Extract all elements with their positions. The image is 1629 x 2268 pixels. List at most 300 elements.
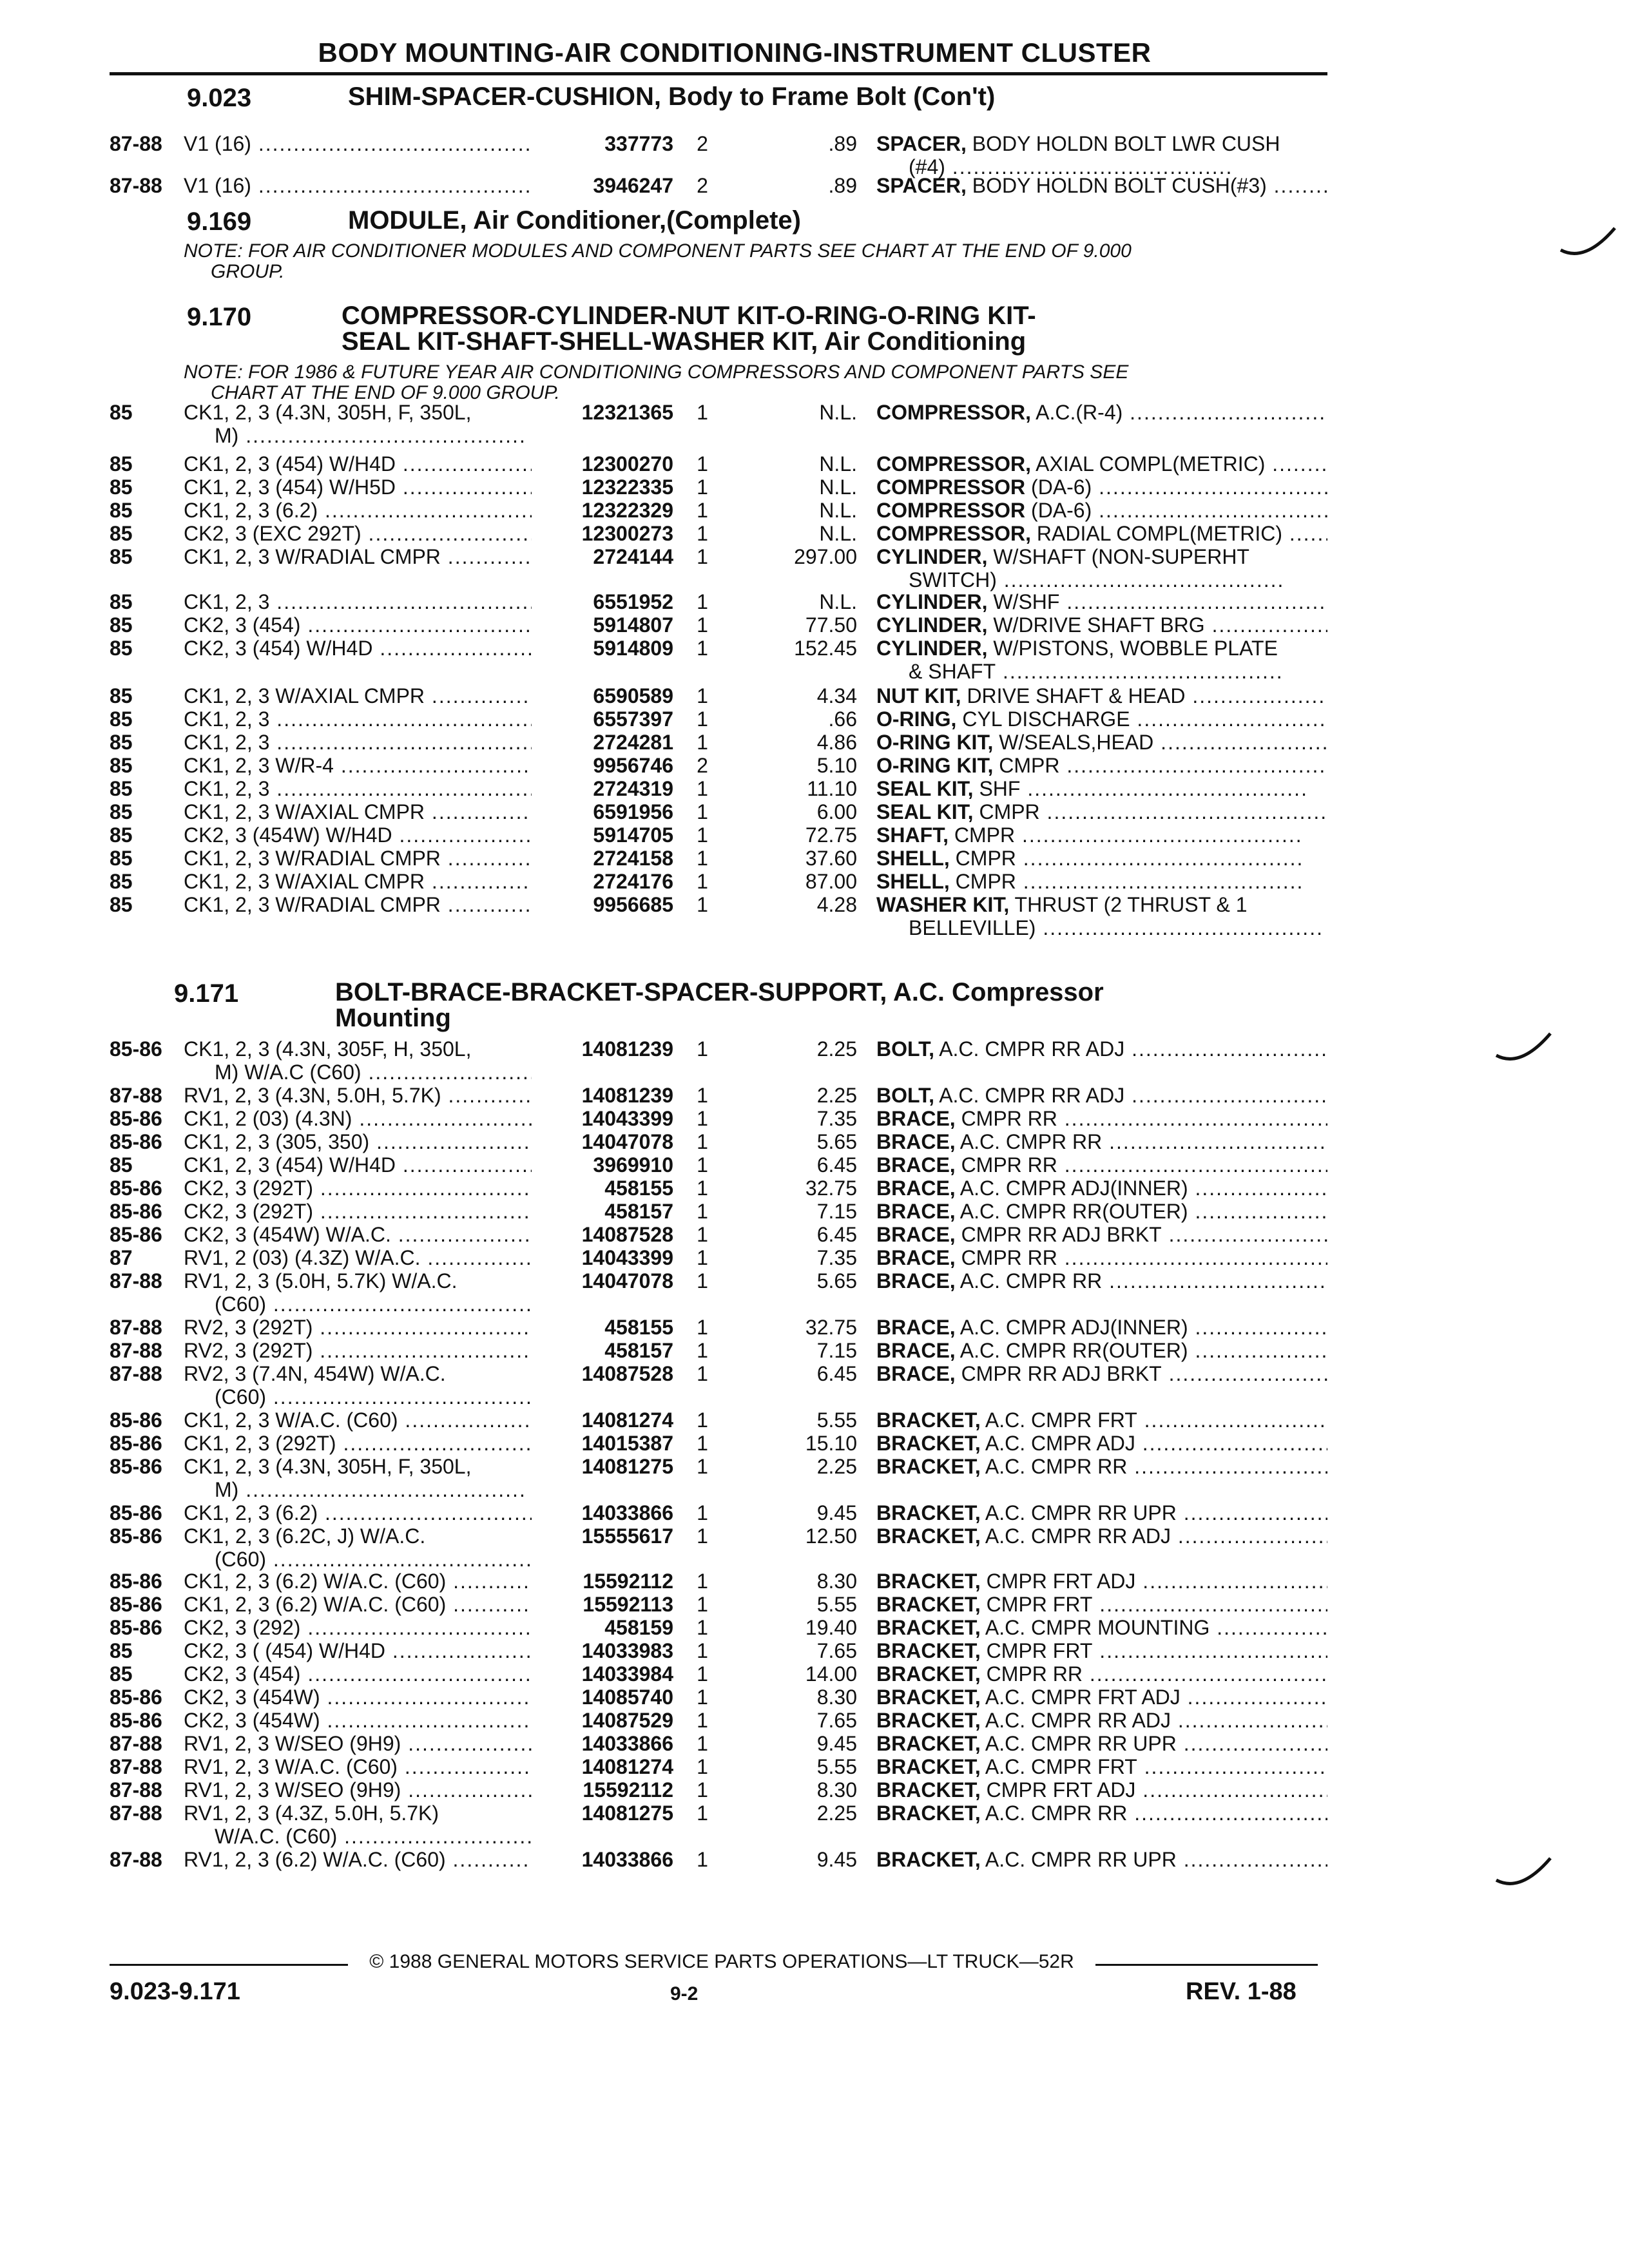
model-text: CK2, 3 (454W) W/A.C. ..... (184, 1223, 532, 1246)
part-description (876, 1524, 1327, 1548)
model-year: 85 (110, 731, 133, 754)
price: N.L. (819, 590, 857, 613)
model-year: 87-88 (110, 1269, 162, 1293)
quantity: 1 (697, 684, 708, 707)
description-text: W/DRIVE SHAFT BRG ..... (987, 613, 1327, 637)
model-text: CK1, 2, 3 (305, 350) ..... (184, 1130, 532, 1153)
part-number: 14047078 (581, 1269, 673, 1293)
model-text: RV1, 2, 3 (4.3N, 5.0H, 5.7K) ..... (184, 1084, 532, 1107)
model-text: CK1, 2, 3 W/RADIAL CMPR ..... (184, 545, 532, 568)
price: N.L. (819, 476, 857, 499)
quantity: 1 (697, 590, 708, 613)
model-text: CK1, 2, 3 ..... (184, 777, 532, 800)
part-description (876, 1084, 1327, 1107)
description-text: THRUST (2 THRUST & 1 (1009, 893, 1248, 916)
model-text: CK1, 2, 3 (6.2) W/A.C. (C60) ..... (184, 1570, 532, 1593)
quantity: 1 (697, 1501, 708, 1524)
model-applicability (184, 754, 532, 777)
model-year: 85 (110, 684, 133, 707)
description-text-line2: SWITCH) ..... (876, 568, 1327, 591)
model-applicability (184, 1362, 532, 1408)
model-year: 85-86 (110, 1107, 162, 1130)
description-text: A.C. CMPR RR ADJ ..... (934, 1037, 1327, 1061)
model-text: CK1, 2, 3 (6.2) ..... (184, 1501, 532, 1524)
price: 9.45 (816, 1848, 857, 1871)
model-applicability (184, 707, 532, 731)
model-text: CK1, 2, 3 ..... (184, 707, 532, 731)
description-keyword: BRACE, (876, 1269, 956, 1293)
part-number: 14087528 (581, 1362, 673, 1385)
part-number: 2724158 (593, 847, 673, 870)
description-text: RADIAL COMPL(METRIC) ..... (1031, 522, 1327, 545)
model-applicability (184, 174, 532, 197)
part-description (876, 777, 1327, 800)
quantity: 1 (697, 1732, 708, 1755)
description-keyword: BRACKET, (876, 1616, 981, 1639)
price: .89 (828, 132, 857, 155)
model-year: 85-86 (110, 1524, 162, 1548)
parts-row (0, 1037, 1629, 1082)
model-year: 85 (110, 1153, 133, 1177)
price: 4.28 (816, 893, 857, 916)
part-description (876, 893, 1327, 939)
quantity: 1 (697, 1639, 708, 1662)
model-applicability (184, 1084, 532, 1107)
model-applicability (184, 1339, 532, 1362)
quantity: 1 (697, 1362, 708, 1385)
description-text: A.C. CMPR RR(OUTER) ..... (956, 1339, 1327, 1362)
model-text: CK2, 3 (454) ..... (184, 613, 532, 637)
price: 8.30 (816, 1570, 857, 1593)
model-text: V1 (16) ..... (184, 132, 532, 155)
model-text: RV1, 2, 3 W/A.C. (C60) ..... (184, 1755, 532, 1778)
description-text: A.C. CMPR ADJ ..... (981, 1432, 1327, 1455)
model-text: CK1, 2, 3 ..... (184, 590, 532, 613)
price: 7.35 (816, 1246, 857, 1269)
model-text: CK2, 3 (454) ..... (184, 1662, 532, 1686)
description-text: A.C. CMPR RR ADJ ..... (981, 1524, 1327, 1548)
part-number: 15592112 (583, 1778, 673, 1802)
description-text: A.C. CMPR MOUNTING ..... (981, 1616, 1327, 1639)
model-year: 85-86 (110, 1709, 162, 1732)
model-applicability (184, 823, 532, 847)
part-description (876, 1177, 1327, 1200)
description-keyword: BOLT, (876, 1084, 935, 1107)
model-text: RV1, 2 (03) (4.3Z) W/A.C. ..... (184, 1246, 532, 1269)
part-description (876, 1037, 1327, 1061)
price: 297.00 (794, 545, 857, 568)
description-text: CMPR FRT ..... (981, 1593, 1327, 1616)
part-number: 14085740 (581, 1686, 673, 1709)
part-number: 2724319 (593, 777, 673, 800)
group-title: SHIM-SPACER-CUSHION, Body to Frame Bolt (Con't) (348, 82, 996, 111)
note (184, 362, 1318, 403)
quantity: 1 (697, 1339, 708, 1362)
description-text: (DA-6) ..... (1025, 476, 1327, 499)
description-text: CMPR FRT ADJ ..... (981, 1570, 1327, 1593)
quantity: 1 (697, 870, 708, 893)
part-number: 14047078 (581, 1130, 673, 1153)
part-description (876, 1153, 1327, 1177)
model-text-line2: (C60) ..... (184, 1385, 532, 1408)
part-description (876, 637, 1327, 683)
note-line: CHART AT THE END OF 9.000 GROUP. (211, 382, 560, 403)
model-applicability (184, 545, 532, 568)
description-text: BODY HOLDN BOLT CUSH(#3) ..... (967, 174, 1327, 197)
price: 6.45 (816, 1362, 857, 1385)
part-description (876, 1662, 1327, 1686)
quantity: 1 (697, 1269, 708, 1293)
price: 2.25 (816, 1802, 857, 1825)
part-number: 458157 (604, 1200, 673, 1223)
check-mark-icon (1559, 226, 1617, 264)
description-text: AXIAL COMPL(METRIC) ..... (1031, 452, 1327, 476)
price: 4.34 (816, 684, 857, 707)
price: 11.10 (807, 777, 857, 800)
description-text: A.C. CMPR RR UPR ..... (981, 1848, 1327, 1871)
description-keyword: BRACE, (876, 1339, 956, 1362)
part-number: 14087529 (581, 1709, 673, 1732)
footer-revision: REV. 1-88 (1186, 1978, 1296, 2005)
group-title-line2: Mounting (335, 1004, 451, 1032)
model-text: CK1, 2, 3 (4.3N, 305H, F, 350L, (184, 1455, 472, 1478)
model-text-line2: (C60) ..... (184, 1293, 532, 1316)
model-applicability (184, 1177, 532, 1200)
description-keyword: SHELL, (876, 870, 950, 893)
model-applicability (184, 613, 532, 637)
price: 5.10 (816, 754, 857, 777)
part-number: 14015387 (581, 1432, 673, 1455)
footer-section-range: 9.023-9.171 (110, 1978, 240, 2005)
model-year: 85 (110, 800, 133, 823)
model-applicability (184, 1107, 532, 1130)
model-year: 87-88 (110, 1339, 162, 1362)
description-keyword: BOLT, (876, 1037, 935, 1061)
model-applicability (184, 1432, 532, 1455)
model-year: 85 (110, 452, 133, 476)
part-description (876, 1432, 1327, 1455)
part-description (876, 1455, 1327, 1478)
part-number: 12300270 (581, 452, 673, 476)
part-description (876, 1709, 1327, 1732)
price: 5.55 (816, 1755, 857, 1778)
description-text: A.C. CMPR RR UPR ..... (981, 1501, 1327, 1524)
description-keyword: CYLINDER, (876, 545, 988, 568)
part-number: 12321365 (581, 401, 673, 424)
description-text: CMPR ..... (950, 847, 1304, 870)
model-applicability (184, 684, 532, 707)
part-number: 14081275 (581, 1455, 673, 1478)
part-description (876, 174, 1327, 197)
description-keyword: SEAL KIT, (876, 777, 974, 800)
quantity: 1 (697, 452, 708, 476)
description-text: A.C. CMPR ADJ(INNER) ..... (956, 1316, 1327, 1339)
parts-row (0, 1848, 1629, 1893)
description-keyword: BRACKET, (876, 1755, 981, 1778)
description-text: W/SEALS,HEAD ..... (993, 731, 1327, 754)
group-number: 9.170 (187, 303, 252, 331)
description-keyword: BRACE, (876, 1223, 956, 1246)
model-applicability (184, 1246, 532, 1269)
price: 14.00 (805, 1662, 857, 1686)
description-text: CMPR ..... (949, 823, 1303, 847)
model-year: 85 (110, 590, 133, 613)
description-keyword: COMPRESSOR (876, 499, 1026, 522)
part-number: 12322335 (581, 476, 673, 499)
model-year: 85 (110, 870, 133, 893)
description-keyword: O-RING KIT, (876, 731, 994, 754)
parts-row (0, 893, 1629, 938)
model-text: RV1, 2, 3 W/SEO (9H9) ..... (184, 1732, 532, 1755)
model-text: RV2, 3 (292T) ..... (184, 1339, 532, 1362)
description-keyword: BRACKET, (876, 1408, 981, 1432)
model-applicability (184, 590, 532, 613)
description-text: CYL DISCHARGE ..... (956, 707, 1327, 731)
quantity: 1 (697, 847, 708, 870)
model-text: CK1, 2, 3 (454) W/H4D ..... (184, 1153, 532, 1177)
part-description (876, 684, 1327, 707)
quantity: 1 (697, 1616, 708, 1639)
part-number: 3969910 (593, 1153, 673, 1177)
model-year: 85 (110, 893, 133, 916)
description-text: DRIVE SHAFT & HEAD ..... (961, 684, 1327, 707)
part-number: 2724176 (593, 870, 673, 893)
group-number: 9.023 (187, 84, 252, 112)
part-description (876, 1316, 1327, 1339)
model-year: 87-88 (110, 1084, 162, 1107)
model-applicability (184, 522, 532, 545)
model-year: 85 (110, 707, 133, 731)
quantity: 1 (697, 1153, 708, 1177)
model-text: CK2, 3 (454W) ..... (184, 1709, 532, 1732)
description-keyword: COMPRESSOR, (876, 522, 1032, 545)
model-year: 87 (110, 1246, 133, 1269)
model-text: CK2, 3 (292) ..... (184, 1616, 532, 1639)
model-text: CK1, 2, 3 W/R-4 ..... (184, 754, 532, 777)
description-keyword: BRACKET, (876, 1686, 981, 1709)
quantity: 1 (697, 1316, 708, 1339)
description-text: A.C. CMPR RR UPR ..... (981, 1732, 1327, 1755)
quantity: 1 (697, 1130, 708, 1153)
part-description (876, 545, 1327, 591)
group-title: BOLT-BRACE-BRACKET-SPACER-SUPPORT, A.C. Compressor (335, 978, 1104, 1006)
model-applicability (184, 1570, 532, 1593)
model-applicability (184, 401, 532, 447)
price: 72.75 (805, 823, 857, 847)
description-text: W/SHAFT (NON-SUPERHT (987, 545, 1249, 568)
model-year: 85 (110, 823, 133, 847)
price: 4.86 (816, 731, 857, 754)
part-description (876, 1755, 1327, 1778)
model-text: CK1, 2, 3 (4.3N, 305H, F, 350L, (184, 401, 472, 424)
quantity: 2 (697, 174, 708, 197)
part-number: 14087528 (581, 1223, 673, 1246)
description-keyword: BRACKET, (876, 1639, 981, 1662)
model-year: 87-88 (110, 1848, 162, 1871)
parts-row (0, 1455, 1629, 1500)
model-year: 87-88 (110, 1778, 162, 1802)
model-text: CK1, 2, 3 W/AXIAL CMPR ..... (184, 684, 532, 707)
part-number: 14081274 (581, 1408, 673, 1432)
check-mark-icon (1495, 1856, 1553, 1894)
part-number: 14043399 (581, 1107, 673, 1130)
model-text: CK1, 2, 3 (454) W/H5D ..... (184, 476, 532, 499)
part-number: 14033983 (581, 1639, 673, 1662)
description-text: A.C. CMPR RR ..... (981, 1455, 1327, 1478)
description-keyword: BRACE, (876, 1177, 956, 1200)
description-keyword: NUT KIT, (876, 684, 961, 707)
model-applicability (184, 1802, 532, 1848)
description-text: CMPR RR ADJ BRKT ..... (956, 1362, 1327, 1385)
model-text: CK1, 2, 3 W/AXIAL CMPR ..... (184, 870, 532, 893)
part-number: 6557397 (593, 707, 673, 731)
part-number: 14033866 (581, 1732, 673, 1755)
part-number: 14033984 (581, 1662, 673, 1686)
quantity: 1 (697, 1570, 708, 1593)
model-year: 85-86 (110, 1177, 162, 1200)
price: 7.35 (816, 1107, 857, 1130)
part-description (876, 401, 1327, 424)
quantity: 1 (697, 1778, 708, 1802)
quantity: 1 (697, 1593, 708, 1616)
part-description (876, 1501, 1327, 1524)
price: 2.25 (816, 1037, 857, 1061)
price: 6.45 (816, 1223, 857, 1246)
model-year: 87-88 (110, 1362, 162, 1385)
quantity: 1 (697, 522, 708, 545)
footer-copyright: © 1988 GENERAL MOTORS SERVICE PARTS OPERATIONS—LT TRUCK—52R (369, 1951, 1074, 1972)
model-applicability (184, 1616, 532, 1639)
description-text: CMPR RR ..... (956, 1107, 1327, 1130)
part-description (876, 1593, 1327, 1616)
part-description (876, 1732, 1327, 1755)
price: N.L. (819, 522, 857, 545)
model-year: 85-86 (110, 1501, 162, 1524)
description-keyword: WASHER KIT, (876, 893, 1010, 916)
description-text: A.C.(R-4) ..... (1031, 401, 1327, 424)
model-year: 85 (110, 754, 133, 777)
description-text: CMPR ..... (950, 870, 1304, 893)
quantity: 1 (697, 476, 708, 499)
description-keyword: SPACER, (876, 174, 967, 197)
price: N.L. (819, 452, 857, 476)
description-keyword: BRACKET, (876, 1802, 981, 1825)
model-year: 85-86 (110, 1432, 162, 1455)
description-text-line2: (#4) ..... (876, 155, 1327, 178)
quantity: 1 (697, 731, 708, 754)
price: 6.00 (816, 800, 857, 823)
price: 6.45 (816, 1153, 857, 1177)
quantity: 1 (697, 499, 708, 522)
part-number: 9956746 (593, 754, 673, 777)
part-description (876, 1570, 1327, 1593)
part-description (876, 707, 1327, 731)
group-number: 9.169 (187, 207, 252, 236)
part-number: 14033866 (581, 1848, 673, 1871)
part-description (876, 590, 1327, 613)
group-title-line2: SEAL KIT-SHAFT-SHELL-WASHER KIT, Air Conditioning (342, 327, 1027, 356)
part-description (876, 1686, 1327, 1709)
description-text: CMPR RR ..... (956, 1153, 1327, 1177)
price: .66 (828, 707, 857, 731)
model-year: 85 (110, 499, 133, 522)
description-text: A.C. CMPR FRT ..... (981, 1755, 1327, 1778)
price: 5.55 (816, 1593, 857, 1616)
part-description (876, 1246, 1327, 1269)
price: 5.65 (816, 1130, 857, 1153)
description-text: A.C. CMPR RR(OUTER) ..... (956, 1200, 1327, 1223)
quantity: 1 (697, 893, 708, 916)
model-year: 85 (110, 637, 133, 660)
part-number: 12300273 (581, 522, 673, 545)
quantity: 1 (697, 1177, 708, 1200)
description-keyword: CYLINDER, (876, 590, 988, 613)
model-applicability (184, 132, 532, 155)
part-number: 337773 (604, 132, 673, 155)
quantity: 1 (697, 1408, 708, 1432)
model-text-line2: W/A.C. (C60) ..... (184, 1825, 532, 1848)
description-keyword: BRACE, (876, 1130, 956, 1153)
quantity: 1 (697, 1037, 708, 1061)
model-year: 87-88 (110, 1802, 162, 1825)
model-applicability (184, 1200, 532, 1223)
part-number: 5914807 (593, 613, 673, 637)
model-year: 87-88 (110, 1316, 162, 1339)
description-text-line2: & SHAFT ..... (876, 660, 1327, 683)
model-applicability (184, 1848, 532, 1871)
description-keyword: BRACKET, (876, 1455, 981, 1478)
note-line: NOTE: FOR 1986 & FUTURE YEAR AIR CONDITIONING COMPRESSORS AND COMPONENT PARTS SEE (184, 361, 1129, 383)
page-title: BODY MOUNTING-AIR CONDITIONING-INSTRUMENT CLUSTER (318, 37, 1152, 68)
price: 8.30 (816, 1686, 857, 1709)
price: 15.10 (805, 1432, 857, 1455)
description-keyword: SHELL, (876, 847, 950, 870)
part-number: 14081275 (581, 1802, 673, 1825)
quantity: 1 (697, 1709, 708, 1732)
part-number: 458155 (604, 1316, 673, 1339)
model-year: 87-88 (110, 174, 162, 197)
price: N.L. (819, 401, 857, 424)
part-number: 14043399 (581, 1246, 673, 1269)
model-year: 85 (110, 476, 133, 499)
price: 7.15 (816, 1200, 857, 1223)
model-text: CK1, 2, 3 (4.3N, 305F, H, 350L, (184, 1037, 472, 1061)
quantity: 1 (697, 1084, 708, 1107)
quantity: 2 (697, 132, 708, 155)
price: 19.40 (805, 1616, 857, 1639)
model-applicability (184, 870, 532, 893)
part-number: 14081239 (581, 1037, 673, 1061)
part-number: 15592113 (583, 1593, 673, 1616)
note (184, 241, 1318, 282)
part-description (876, 476, 1327, 499)
model-applicability (184, 476, 532, 499)
model-applicability (184, 893, 532, 916)
model-applicability (184, 1686, 532, 1709)
part-number: 14081239 (581, 1084, 673, 1107)
model-text: V1 (16) ..... (184, 174, 532, 197)
model-applicability (184, 1455, 532, 1501)
model-text: CK1, 2, 3 (6.2C, J) W/A.C. (184, 1524, 426, 1548)
price: 9.45 (816, 1732, 857, 1755)
note-line: GROUP. (211, 261, 285, 282)
part-description (876, 1616, 1327, 1639)
model-year: 87-88 (110, 132, 162, 155)
description-text: W/PISTONS, WOBBLE PLATE (987, 637, 1278, 660)
parts-row (0, 1802, 1629, 1847)
part-number: 3946247 (593, 174, 673, 197)
description-keyword: SEAL KIT, (876, 800, 974, 823)
